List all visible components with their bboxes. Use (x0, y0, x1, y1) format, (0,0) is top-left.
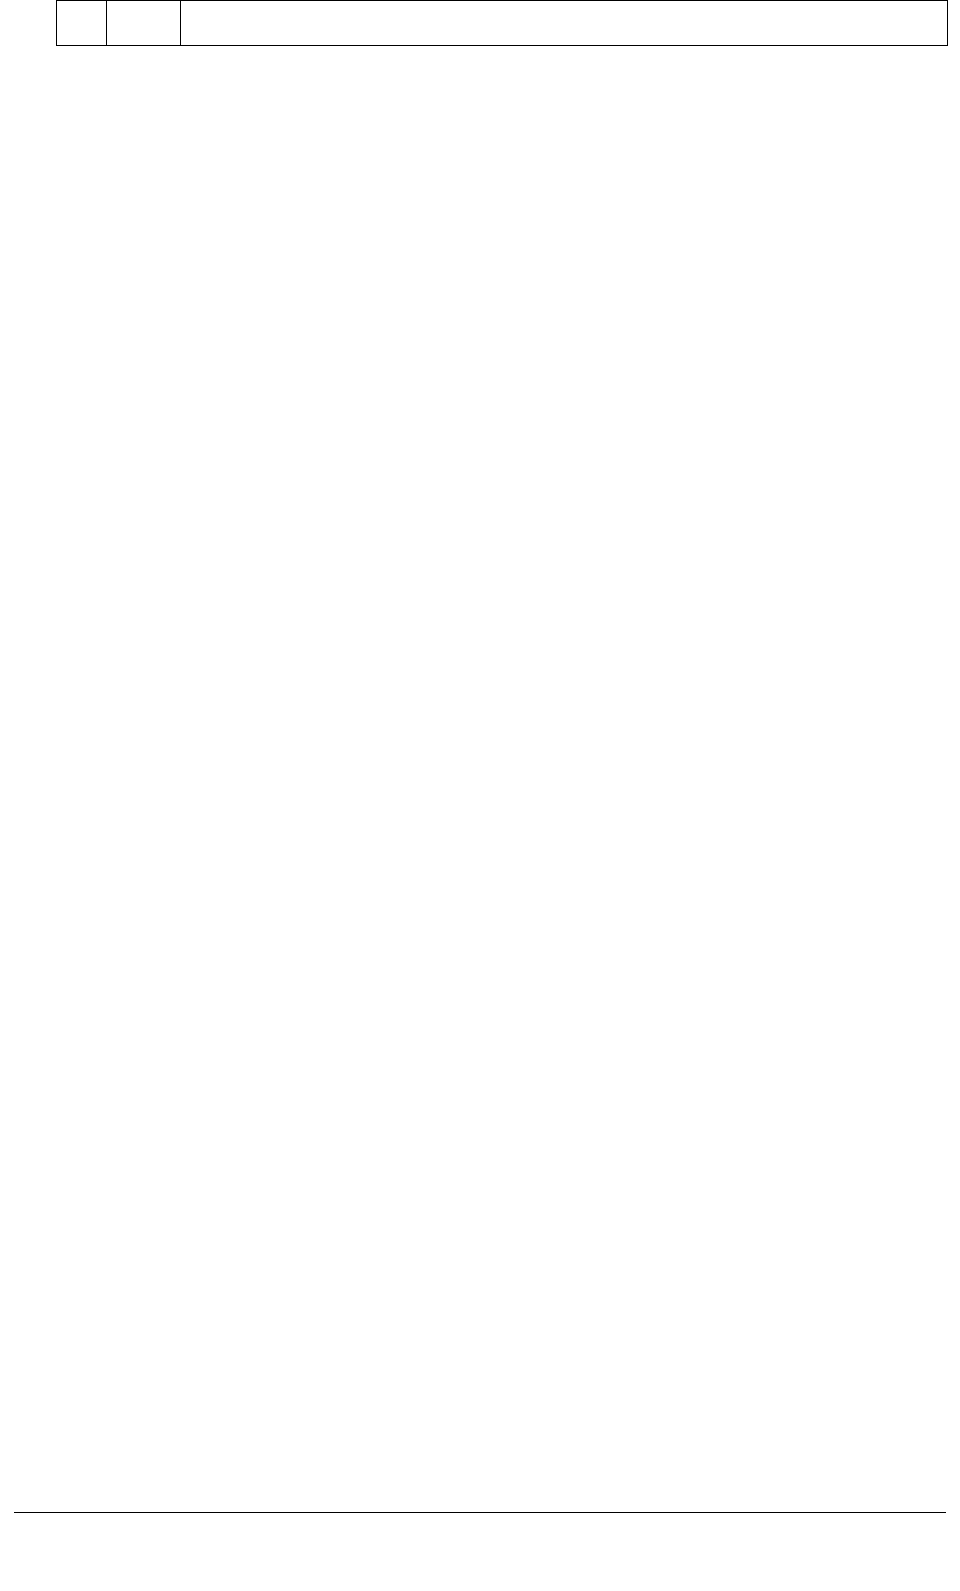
header-package-number (107, 1, 181, 46)
packages-table (56, 0, 948, 46)
header-lp (57, 1, 107, 46)
document-page (0, 0, 960, 46)
header-package-name (181, 1, 948, 46)
page-footer (14, 1512, 946, 1519)
table-header-row (57, 1, 948, 46)
